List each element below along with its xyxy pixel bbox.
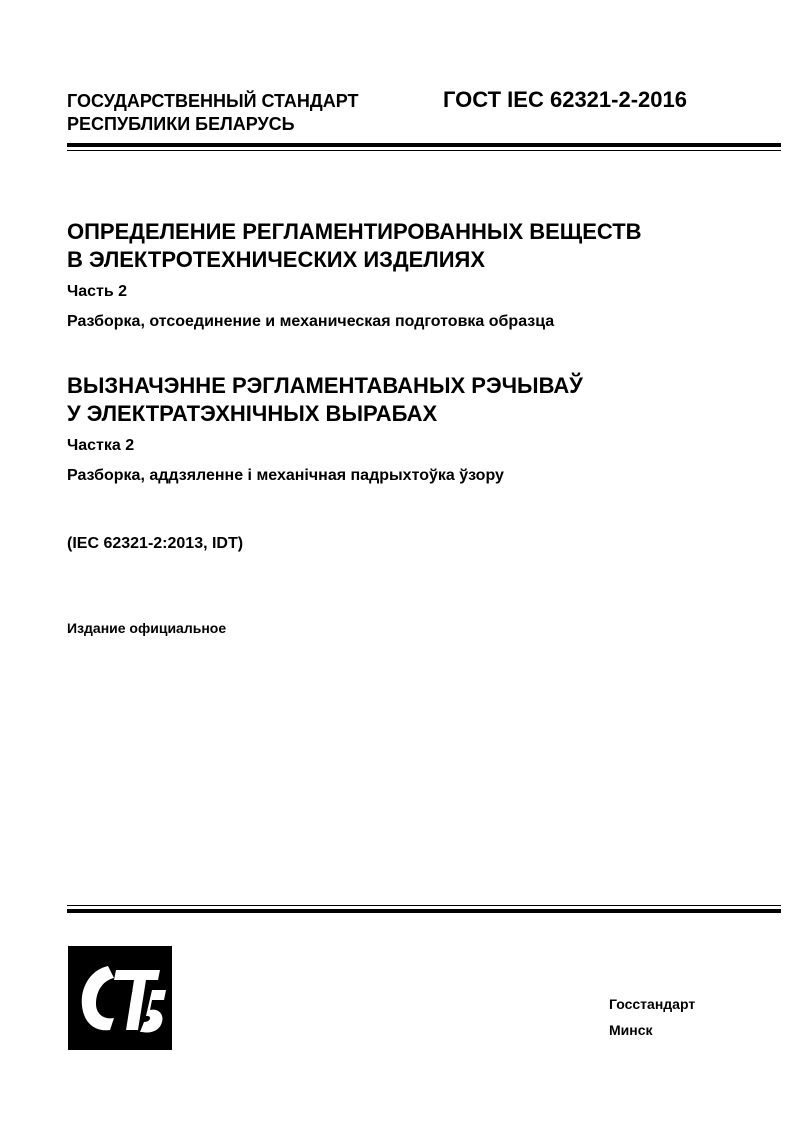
part-be: Частка 2 [67, 437, 135, 454]
subtitle-be: Разборка, аддзяленне і механічная падрыхтоўка ўзору [67, 467, 504, 484]
title-be-line-2: У ЭЛЕКТРАТЭХНІЧНЫХ ВЫРАБАХ [67, 401, 438, 426]
title-ru-line-1: ОПРЕДЕЛЕНИЕ РЕГЛАМЕНТИРОВАННЫХ ВЕЩЕСТВ [67, 219, 642, 244]
footer-rule-thin [67, 905, 781, 906]
header-rule-thick [67, 143, 781, 147]
iec-reference: (IEC 62321-2:2013, IDT) [67, 535, 244, 552]
title-be-line-1: ВЫЗНАЧЭННЕ РЭГЛАМЕНТАВАНЫХ РЭЧЫВАЎ [67, 373, 583, 398]
edition-label: Издание официальное [67, 620, 227, 636]
issuer-line-2: РЕСПУБЛИКИ БЕЛАРУСЬ [67, 114, 295, 134]
title-russian [67, 218, 642, 336]
footer-rule-thick [67, 909, 781, 913]
stb-logo-icon [68, 946, 172, 1050]
title-ru-line-2: В ЭЛЕКТРОТЕХНИЧЕСКИХ ИЗДЕЛИЯХ [67, 247, 486, 272]
subtitle-ru: Разборка, отсоединение и механическая подготовка образца [67, 313, 555, 330]
standard-designation: ГОСТ IEC 62321-2-2016 [443, 87, 687, 112]
header-rule-thin [67, 150, 781, 151]
part-ru: Часть 2 [67, 283, 128, 300]
title-belarusian [67, 372, 583, 490]
publisher-city: Минск [609, 1022, 653, 1038]
publisher: Госстандарт [609, 996, 696, 1012]
issuer [67, 90, 359, 136]
issuer-line-1: ГОСУДАРСТВЕННЫЙ СТАНДАРТ [67, 91, 359, 111]
